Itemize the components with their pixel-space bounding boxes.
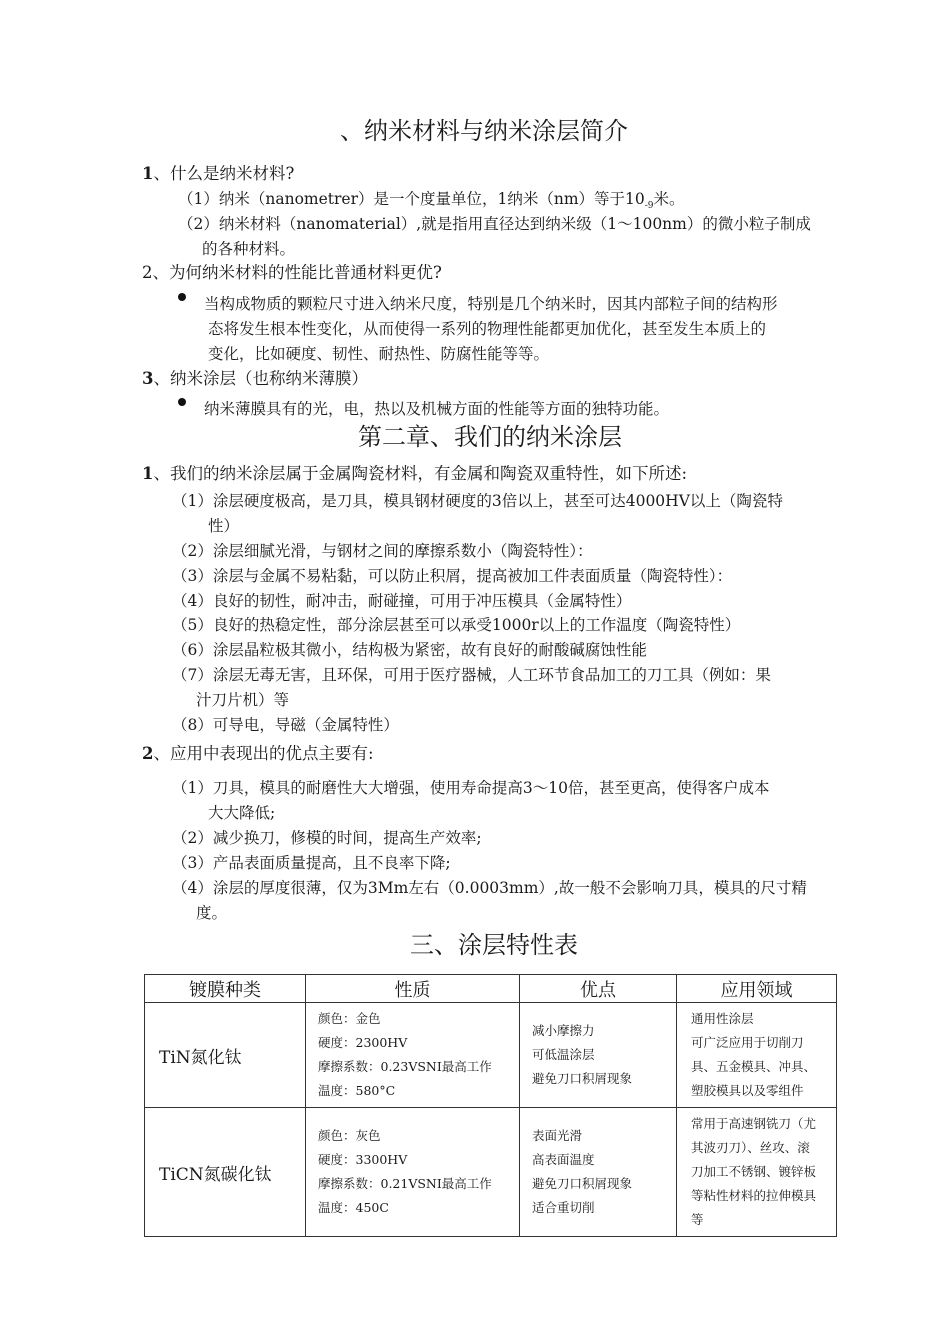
application-line: 等 — [691, 1212, 704, 1227]
question-2-line-2: 态将发生根本性变化，从而使得一系列的物理性能都更加优化，甚至发生本质上的 — [208, 320, 767, 338]
definition-nanometer-text: （1）纳米（nanometrer）是一个度量单位，1纳米（nm）等于10 — [178, 190, 645, 208]
table-header-row — [145, 975, 837, 1003]
document-title: 、纳米材料与纳米涂层简介 — [340, 117, 628, 145]
property-item-1-cont: 性） — [208, 517, 240, 535]
definition-nanometer-exp: -9 — [644, 201, 654, 212]
properties-intro — [142, 464, 687, 484]
advantage-item-4-cont: 度。 — [196, 904, 228, 922]
property-line: 硬度：3300HV — [318, 1152, 408, 1167]
table-row — [145, 1003, 837, 1108]
definition-nanometer — [178, 189, 685, 216]
advantage-line: 可低温涂层 — [532, 1047, 595, 1062]
property-line: 摩擦系数：0.23VSNI最高工作 — [318, 1059, 492, 1074]
advantages-intro-text: 、应用中表现出的优点主要有: — [153, 744, 374, 763]
bullet-icon — [178, 293, 186, 301]
bullet-icon — [178, 398, 186, 406]
property-line: 温度：580°C — [318, 1083, 396, 1098]
coating-applications — [677, 1108, 837, 1237]
advantage-line: 避免刀口积屑现象 — [532, 1071, 633, 1086]
advantages-intro-number: 2 — [142, 744, 154, 763]
property-item-6: （6）涂层晶粒极其微小，结构极为紧密，故有良好的耐酸碱腐蚀性能 — [172, 641, 647, 659]
coating-name: TiCN氮碳化钛 — [145, 1108, 306, 1237]
property-item-5: （5）良好的热稳定性，部分涂层甚至可以承受1000r以上的工作温度（陶瓷特性） — [172, 616, 741, 634]
advantage-line: 减小摩擦力 — [532, 1023, 595, 1038]
property-line: 温度：450C — [318, 1200, 389, 1215]
property-item-3: （3）涂层与金属不易粘黏，可以防止积屑，提高被加工件表面质量（陶瓷特性）： — [172, 567, 733, 585]
coating-name: TiN氮化钛 — [145, 1003, 306, 1108]
question-3-line: 纳米薄膜具有的光，电，热以及机械方面的性能等方面的独特功能。 — [204, 400, 670, 418]
application-line: 通用性涂层 — [691, 1011, 754, 1026]
coating-advantages — [520, 1108, 677, 1237]
application-line: 其波刃刀）、丝攻、滚 — [691, 1140, 810, 1155]
question-3-label: 、纳米涂层（也称纳米薄膜） — [153, 369, 368, 388]
application-line: 可广泛应用于切削刀 — [691, 1035, 804, 1050]
coating-properties — [306, 1108, 520, 1237]
application-line: 具、五金模具、冲具、 — [691, 1059, 817, 1074]
property-line: 颜色：金色 — [318, 1011, 381, 1026]
property-line: 摩擦系数：0.21VSNI最高工作 — [318, 1176, 492, 1191]
properties-intro-number: 1 — [142, 464, 154, 483]
coating-properties — [306, 1003, 520, 1108]
application-line: 常用于高速钢铣刀（尤 — [691, 1116, 817, 1131]
property-item-1: （1）涂层硬度极高，是刀具，模具钢材硬度的3倍以上，甚至可达4000HV以上（陶瓷特 — [172, 492, 783, 510]
header-applications: 应用领域 — [677, 975, 837, 1003]
advantage-item-1-cont: 大大降低; — [208, 804, 276, 822]
table-title: 三、涂层特性表 — [410, 931, 578, 959]
property-item-4: （4）良好的韧性，耐冲击，耐碰撞，可用于冲压模具（金属特性） — [172, 592, 632, 610]
coating-advantages — [520, 1003, 677, 1108]
advantage-item-1: （1）刀具，模具的耐磨性大大增强，使用寿命提高3〜10倍，甚至更高，使得客户成本 — [172, 779, 770, 797]
advantage-item-2: （2）减少换刀，修模的时间，提高生产效率; — [172, 829, 482, 847]
advantage-item-3: （3）产品表面质量提高，且不良率下降; — [172, 854, 451, 872]
header-coating-type: 镀膜种类 — [145, 975, 306, 1003]
application-line: 等粘性材料的拉伸模具 — [691, 1188, 817, 1203]
header-advantages: 优点 — [520, 975, 677, 1003]
advantage-line: 高表面温度 — [532, 1152, 595, 1167]
question-3 — [142, 369, 368, 389]
question-2: 2、为何纳米材料的性能比普通材料更优? — [142, 263, 442, 282]
advantage-item-4: （4）涂层的厚度很薄，仅为3Mm左右（0.0003mm）,故一般不会影响刀具，模具的尺寸精 — [172, 879, 807, 897]
question-1-text: 、 — [153, 164, 170, 183]
advantage-line: 表面光滑 — [532, 1128, 583, 1143]
application-line: 刀加工不锈钢、镀锌板 — [691, 1164, 817, 1179]
definition-nanomaterial: （2）纳米材料（nanomaterial）,就是指用直径达到纳米级（1〜100nm）的微小粒子制成 — [178, 215, 811, 233]
property-item-2: （2）涂层细腻光滑，与钢材之间的摩擦系数小（陶瓷特性）： — [172, 542, 593, 560]
property-item-7-cont: 汁刀片机）等 — [196, 691, 290, 709]
question-2-line-3: 变化，比如硬度、韧性、耐热性、防腐性能等等。 — [208, 345, 550, 363]
question-1-label: 什么是纳米材料? — [169, 164, 295, 183]
question-1 — [142, 164, 294, 184]
properties-intro-text: 、我们的纳米涂层属于金属陶瓷材料，有金属和陶瓷双重特性，如下所述: — [153, 464, 688, 483]
definition-nanomaterial-cont: 的各种材料。 — [202, 240, 296, 258]
property-line: 颜色：灰色 — [318, 1128, 381, 1143]
property-item-8: （8）可导电，导磁（金属特性） — [172, 716, 399, 734]
advantages-intro — [142, 744, 374, 764]
coating-applications — [677, 1003, 837, 1108]
application-line: 塑胶模具以及零组件 — [691, 1083, 804, 1098]
table-row — [145, 1108, 837, 1237]
question-3-number: 3 — [142, 369, 154, 388]
chapter-2-title: 第二章、我们的纳米涂层 — [358, 423, 622, 451]
question-1-number: 1 — [142, 164, 154, 183]
advantage-line: 适合重切削 — [532, 1200, 595, 1215]
question-2-line-1: 当构成物质的颗粒尺寸进入纳米尺度，特别是几个纳米时，因其内部粒子间的结构形 — [204, 295, 778, 313]
property-line: 硬度：2300HV — [318, 1035, 408, 1050]
property-item-7: （7）涂层无毒无害，且环保，可用于医疗器械，人工环节食品加工的刀工具（例如：果 — [172, 666, 771, 684]
advantage-line: 避免刀口积屑现象 — [532, 1176, 633, 1191]
coating-properties-table — [144, 974, 837, 1237]
definition-nanometer-unit: 米。 — [653, 190, 685, 208]
header-properties: 性质 — [306, 975, 520, 1003]
